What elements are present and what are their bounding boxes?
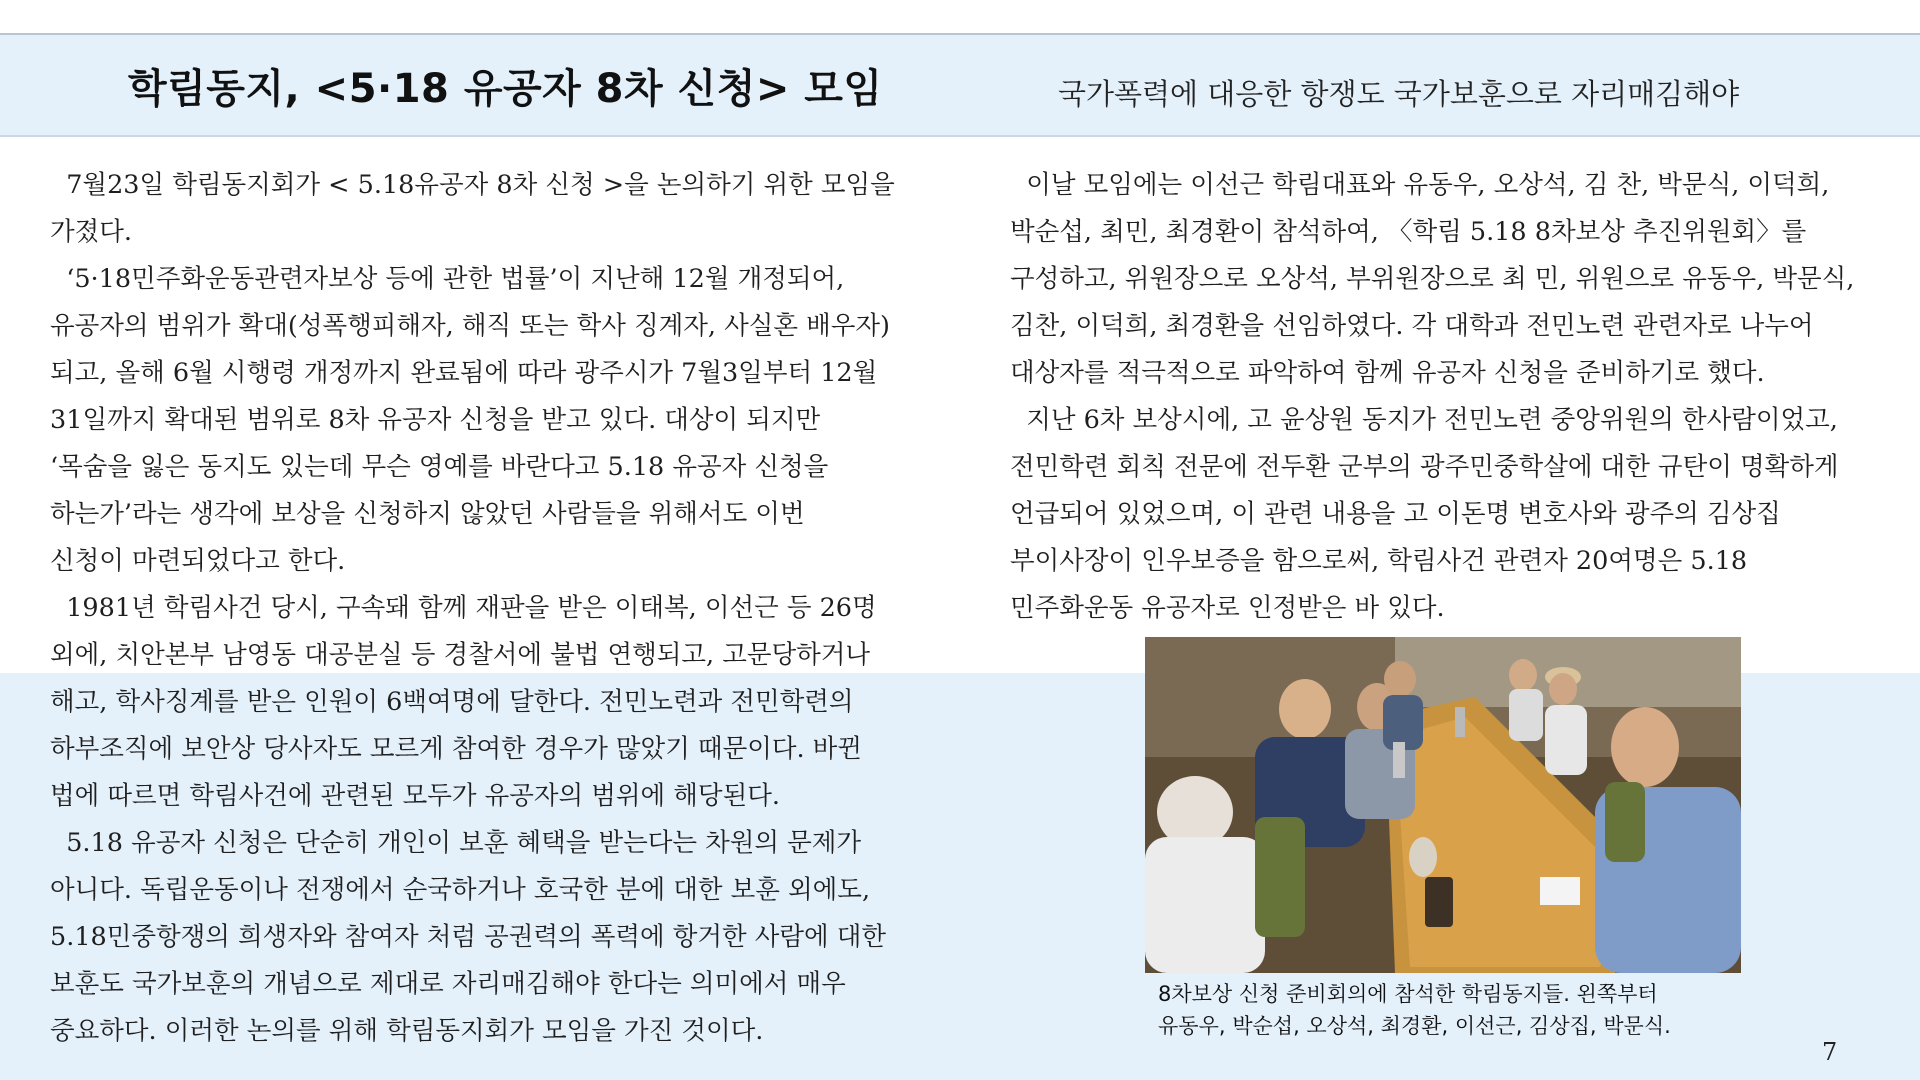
article-subheadline: 국가폭력에 대응한 항쟁도 국가보훈으로 자리매김해야 [1058,77,1740,111]
body-line: 신청이 마련되었다고 한다. [50,546,346,576]
body-line: 중요하다. 이러한 논의를 위해 학림동지회가 모임을 가진 것이다. [50,1016,764,1046]
body-line: 박순섭, 최민, 최경환이 참석하여, 〈학림 5.18 8차보상 추진위원회〉를 [1010,217,1807,247]
body-line: 아니다. 독립운동이나 전쟁에서 순국하거나 호국한 분에 대한 보훈 외에도, [50,875,871,905]
body-line: ‘5·18민주화운동관련자보상 등에 관한 법률’이 지난해 12월 개정되어, [50,264,845,294]
body-line: 대상자를 적극적으로 파악하여 함께 유공자 신청을 준비하기로 했다. [1010,358,1765,388]
left-text-column [50,162,895,1055]
photo-caption [1158,978,1738,1042]
body-line: 하부조직에 보안상 당사자도 모르게 참여한 경우가 많았기 때문이다. 바뀐 [50,734,862,764]
meeting-photo [1145,637,1741,973]
page-number: 7 [1822,1038,1838,1066]
body-line: 5.18민중항쟁의 희생자와 참여자 처럼 공권력의 폭력에 항거한 사람에 대한 [50,922,886,952]
body-line: 1981년 학림사건 당시, 구속돼 함께 재판을 받은 이태복, 이선근 등 26명 [50,593,877,623]
right-text-column [1010,162,1854,632]
body-line: 이날 모임에는 이선근 학림대표와 유동우, 오상석, 김 찬, 박문식, 이덕희, [1010,170,1830,200]
body-line: 7월23일 학림동지회가 < 5.18유공자 8차 신청 >을 논의하기 위한 모임을 [50,170,895,200]
body-line: 법에 따르면 학림사건에 관련된 모두가 유공자의 범위에 해당된다. [50,781,780,811]
body-line: 부이사장이 인우보증을 함으로써, 학림사건 관련자 20여명은 5.18 [1010,546,1748,576]
body-line: 구성하고, 위원장으로 오상석, 부위원장으로 최 민, 위원으로 유동우, 박문식, [1010,264,1855,294]
body-line: 지난 6차 보상시에, 고 윤상원 동지가 전민노련 중앙위원의 한사람이었고, [1010,405,1838,435]
body-line: 되고, 올해 6월 시행령 개정까지 완료됨에 따라 광주시가 7월3일부터 12월 [50,358,878,388]
body-line: 해고, 학사징계를 받은 인원이 6백여명에 달한다. 전민노련과 전민학련의 [50,687,854,717]
body-line: 외에, 치안본부 남영동 대공분실 등 경찰서에 불법 연행되고, 고문당하거나 [50,640,871,670]
body-line: 하는가’라는 생각에 보상을 신청하지 않았던 사람들을 위해서도 이번 [50,499,805,529]
body-line: 유공자의 범위가 확대(성폭행피해자, 해직 또는 학사 징계자, 사실혼 배우자) [50,311,890,341]
body-line: 언급되어 있었으며, 이 관련 내용을 고 이돈명 변호사와 광주의 김상집 [1010,499,1781,529]
body-line: 보훈도 국가보훈의 개념으로 제대로 자리매김해야 한다는 의미에서 매우 [50,969,846,999]
caption-line: 유동우, 박순섭, 오상석, 최경환, 이선근, 김상집, 박문식. [1158,1014,1671,1038]
body-line: 가졌다. [50,217,133,247]
body-line: ‘목숨을 잃은 동지도 있는데 무슨 영예를 바란다고 5.18 유공자 신청을 [50,452,829,482]
caption-line: 8차보상 신청 준비회의에 참석한 학림동지들. 왼쪽부터 [1158,982,1658,1006]
meeting-photo-illustration [1145,637,1741,973]
body-line: 전민학련 회칙 전문에 전두환 군부의 광주민중학살에 대한 규탄이 명확하게 [1010,452,1839,482]
body-line: 5.18 유공자 신청은 단순히 개인이 보훈 혜택을 받는다는 차원의 문제가 [50,828,862,858]
body-line: 민주화운동 유공자로 인정받은 바 있다. [1010,593,1445,623]
body-line: 31일까지 확대된 범위로 8차 유공자 신청을 받고 있다. 대상이 되지만 [50,405,821,435]
body-line: 김찬, 이덕희, 최경환을 선임하였다. 각 대학과 전민노련 관련자로 나누어 [1010,311,1814,341]
article-headline: 학림동지, <5·18 유공자 8차 신청> 모임 [128,66,883,112]
